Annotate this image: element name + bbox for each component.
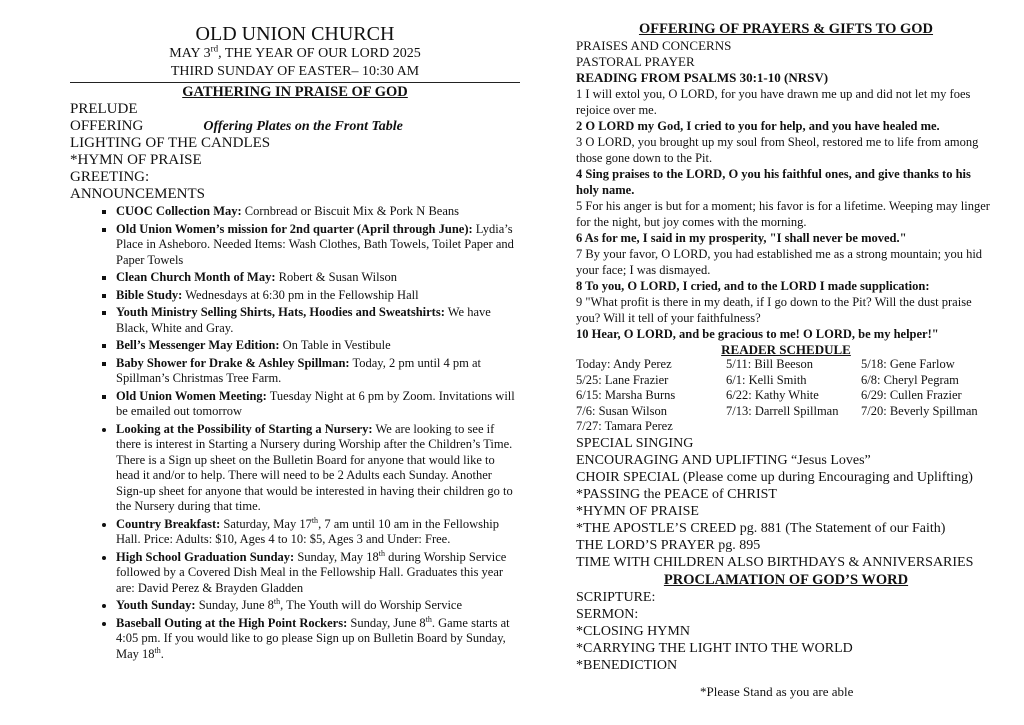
service-date: MAY 3rd, THE YEAR OF OUR LORD 2025	[169, 43, 421, 61]
reader-schedule	[576, 357, 978, 435]
schedule-cell: 7/6: Susan Wilson	[576, 403, 667, 418]
announcement-item: ▪ CUOC Collection May: Cornbread or Biscuit Mix & Pork N Beans	[116, 204, 520, 220]
verse: 3 O LORD, you brought up my soul from Sheol, restored me to life from among those gone down to the Pit.	[576, 135, 979, 165]
schedule-cell	[861, 419, 978, 435]
schedule-cell: 7/27: Tamara Perez	[576, 419, 673, 433]
service-item: TIME WITH CHILDREN ALSO BIRTHDAYS & ANNIVERSARIES	[576, 554, 974, 570]
schedule-cell	[726, 419, 861, 435]
service-item: CHOIR SPECIAL (Please come up during Encouraging and Uplifting)	[576, 469, 973, 485]
schedule-cell: 6/29: Cullen Frazier	[861, 388, 962, 402]
service-item: SPECIAL SINGING	[576, 435, 694, 451]
service-name: THIRD SUNDAY OF EASTER– 10:30 AM	[170, 64, 420, 79]
verse: 1 I will extol you, O LORD, for you have drawn me up and did not let my foes rejoice over me.	[576, 87, 971, 117]
prelude: PRELUDE	[70, 101, 138, 117]
schedule-row	[576, 419, 978, 435]
announcement-item: • Looking at the Possibility of Starting a Nursery: We are looking to see if there is interest in Starting a Nursery during Worship after the Children’s Time. There is a Sign up sheet on the Bulletin Board for anyone that would like to head it and/or to help. There will need to be 2 Adults each Sunday. Another Sign-up sheet for anyone that would be interested in having their children go to the Nursery during that time.	[116, 422, 520, 515]
proclamation-heading: PROCLAMATION OF GOD’S WORD	[663, 571, 909, 588]
closing-item: *CLOSING HYMN	[576, 623, 690, 639]
service-order	[576, 435, 996, 571]
announcement-item: ▪ Bell’s Messenger May Edition: On Table in Vestibule	[116, 338, 520, 354]
verse: 6 As for me, I said in my prosperity, "I shall never be moved."	[576, 231, 907, 245]
schedule-cell: 7/13: Darrell Spillman	[726, 403, 839, 418]
closing-item: *BENEDICTION	[576, 657, 678, 673]
praises-concerns: PRAISES AND CONCERNS	[576, 38, 732, 53]
gathering-heading: GATHERING IN PRAISE OF GOD	[182, 84, 408, 100]
reading-heading: READING FROM PSALMS 30:1-10 (NRSV)	[576, 70, 829, 85]
greeting: GREETING:	[70, 169, 150, 185]
service-item: ENCOURAGING AND UPLIFTING “Jesus Loves”	[576, 452, 871, 468]
pastoral-prayer: PASTORAL PRAYER	[576, 54, 695, 69]
closing-item: *CARRYING THE LIGHT INTO THE WORLD	[576, 640, 853, 656]
closing-order	[576, 589, 996, 674]
closing-item: SERMON:	[576, 606, 639, 622]
lighting-candles: LIGHTING OF THE CANDLES	[70, 135, 271, 151]
psalm-verses	[576, 86, 996, 342]
announcement-item: ▪ Old Union Women Meeting: Tuesday Night at 6 pm by Zoom. Invitations will be emailed out tomorrow	[116, 389, 520, 420]
verse: 9 "What profit is there in my death, if I go down to the Pit? Will the dust praise you? Will it tell of your faithfulness?	[576, 295, 972, 325]
schedule-row	[576, 388, 978, 404]
announcement-item: ▪ Old Union Women’s mission for 2nd quarter (April through June): Lydia’s Place in Asheboro. Needed Items: Wash Clothes, Bath Towels, Toilet Paper and Paper Towels	[116, 222, 520, 269]
schedule-row	[576, 373, 978, 389]
closing-item: SCRIPTURE:	[576, 589, 656, 605]
announcements-list	[70, 204, 520, 662]
verse: 4 Sing praises to the LORD, O you his faithful ones, and give thanks to his holy name.	[576, 167, 971, 197]
verse: 5 For his anger is but for a moment; his favor is for a lifetime. Weeping may linger for the night, but joy comes with the morning.	[576, 199, 990, 229]
left-column	[70, 0, 520, 664]
verse: 10 Hear, O LORD, and be gracious to me! O LORD, be my helper!"	[576, 327, 939, 341]
announcement-item: ▪ Youth Ministry Selling Shirts, Hats, Hoodies and Sweatshirts: We have Black, White and Gray.	[116, 305, 520, 336]
schedule-cell: 6/22: Kathy White	[726, 388, 819, 402]
schedule-cell: 5/25: Lane Frazier	[576, 372, 669, 387]
offering-prayers-heading: OFFERING OF PRAYERS & GIFTS TO GOD	[638, 21, 934, 37]
schedule-cell: Today: Andy Perez	[576, 357, 672, 371]
reader-schedule-heading: READER SCHEDULE	[721, 342, 851, 357]
verse: 7 By your favor, O LORD, you had established me as a strong mountain; you hid your face; I was dismayed.	[576, 247, 983, 277]
schedule-row	[576, 404, 978, 420]
announcement-item: • Country Breakfast: Saturday, May 17th, 7 am until 10 am in the Fellowship Hall. Price: Adults: $10, Ages 4 to 10: $5, Ages 3 and Under: Free.	[116, 517, 520, 548]
schedule-cell: 7/20: Beverly Spillman	[861, 403, 978, 418]
schedule-row	[576, 357, 978, 373]
verse: 2 O LORD my God, I cried to you for help, and you have healed me.	[576, 119, 940, 133]
service-item: THE LORD’S PRAYER pg. 895	[576, 537, 761, 553]
schedule-cell: 5/18: Gene Farlow	[861, 357, 955, 371]
right-column	[576, 0, 996, 674]
announcements-heading: ANNOUNCEMENTS	[70, 186, 205, 202]
announcement-item: • Youth Sunday: Sunday, June 8th, The Youth will do Worship Service	[116, 598, 520, 614]
service-item: *PASSING the PEACE of CHRIST	[576, 486, 777, 502]
announcement-item: • Baseball Outing at the High Point Rockers: Sunday, June 8th. Game starts at 4:05 pm. If you would like to go please Sign up on Bulletin Board by Sunday, May 18th.	[116, 616, 520, 663]
announcement-item: • High School Graduation Sunday: Sunday, May 18th during Worship Service followed by a Covered Dish Meal in the Fellowship Hall. Graduates this year are: David Perez & Brayden Gladden	[116, 550, 520, 597]
schedule-cell: 5/11: Bill Beeson	[726, 357, 814, 371]
schedule-cell: 6/15: Marsha Burns	[576, 388, 676, 402]
church-title: OLD UNION CHURCH	[195, 23, 395, 45]
service-item: *HYMN OF PRAISE	[576, 503, 699, 519]
service-item: *THE APOSTLE’S CREED pg. 881 (The Statement of our Faith)	[576, 520, 946, 536]
schedule-cell: 6/8: Cheryl Pegram	[861, 372, 959, 387]
announcement-item: ▪ Bible Study: Wednesdays at 6:30 pm in the Fellowship Hall	[116, 288, 520, 304]
announcement-item: ▪ Clean Church Month of May: Robert & Susan Wilson	[116, 270, 520, 286]
stand-note: *Please Stand as you are able	[700, 684, 854, 699]
offering: OFFERING Offering Plates on the Front Table	[70, 118, 403, 134]
schedule-cell: 6/1: Kelli Smith	[726, 372, 807, 387]
verse: 8 To you, O LORD, I cried, and to the LORD I made supplication:	[576, 279, 930, 293]
hymn-of-praise: *HYMN OF PRAISE	[70, 152, 202, 168]
announcement-item: ▪ Baby Shower for Drake & Ashley Spillman: Today, 2 pm until 4 pm at Spillman’s Christmas Tree Farm.	[116, 356, 520, 387]
offering-note: Offering Plates on the Front Table	[203, 119, 403, 134]
